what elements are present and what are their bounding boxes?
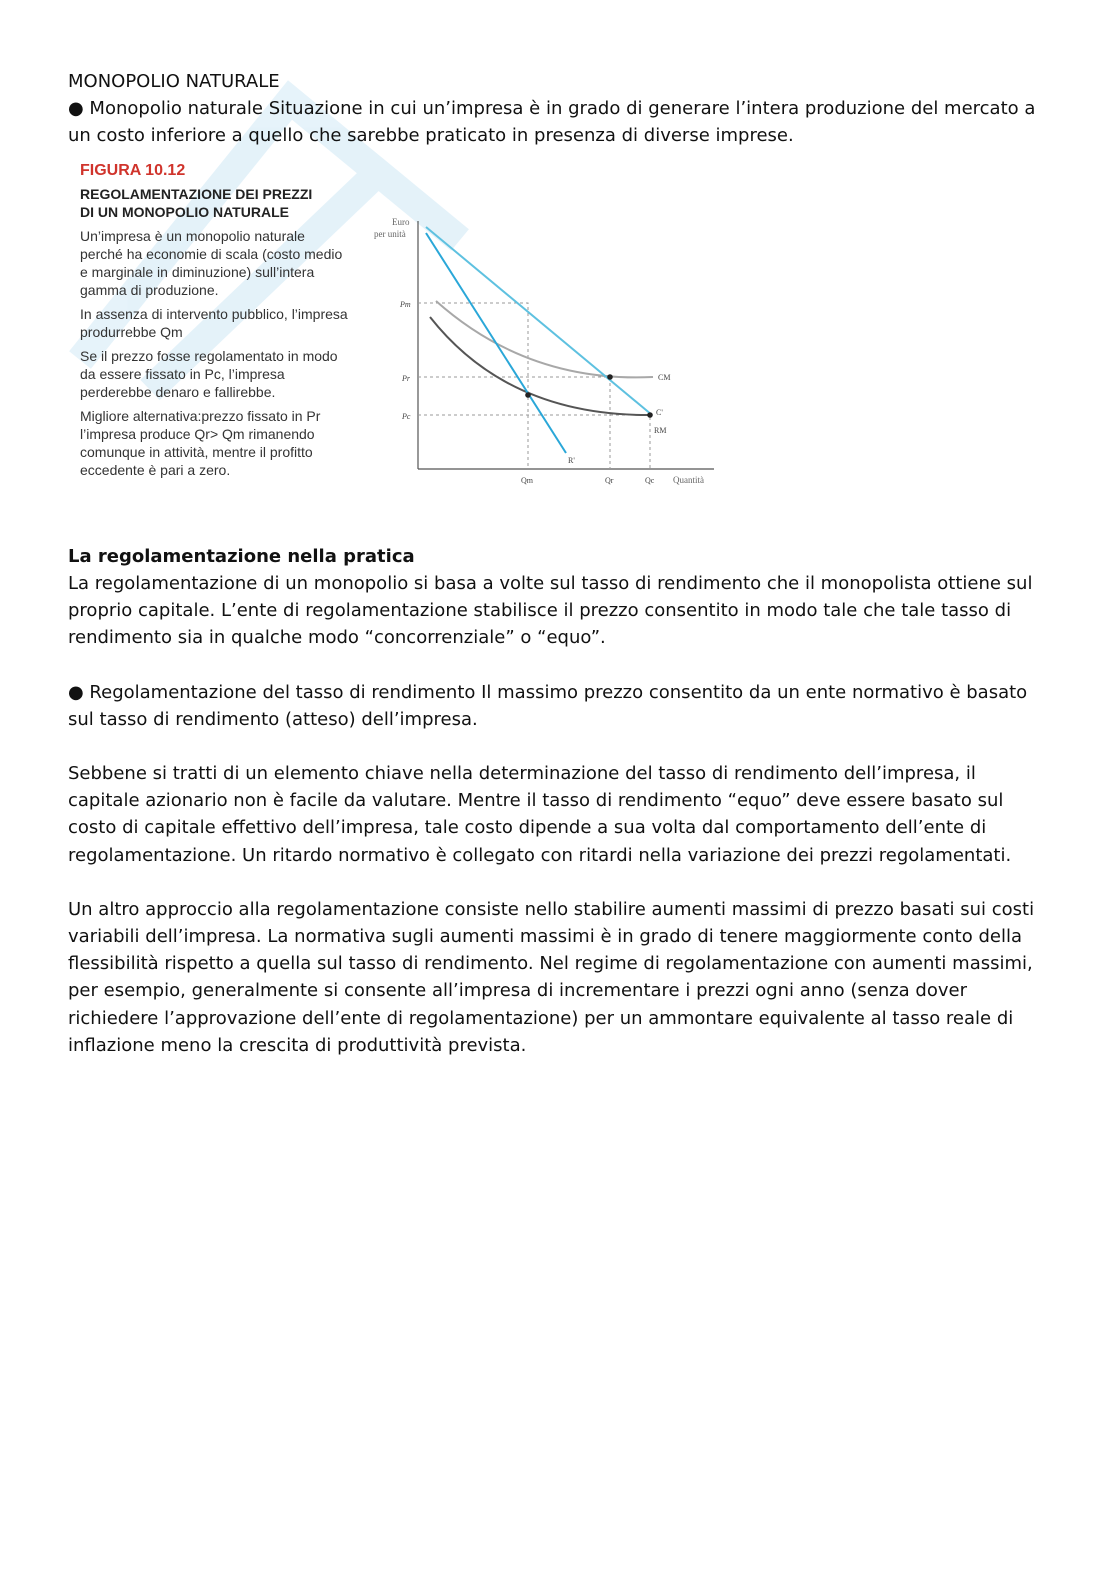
- figure-note-2: In assenza di intervento pubblico, l’impresa produrrebbe Qm: [80, 306, 348, 340]
- figure-number: FIGURA 10.12: [80, 162, 186, 179]
- y-tick-pc: Pc: [402, 412, 411, 421]
- label-marginal-cost: C': [656, 408, 663, 417]
- paragraph-2: ● Regolamentazione del tasso di rendimento Il massimo prezzo consentito da un ente normativo è basato sul tasso di rendimento (atteso) dell’impresa.: [68, 681, 1028, 730]
- paragraph-3: Sebbene si tratti di un elemento chiave nella determinazione del tasso di rendimento dell’impresa, il capitale azionario non è facile da valutare. Mentre il tasso di rendimento “equo” deve essere basato sul costo di capitale effettivo dell’impresa, tale costo dipende a sua volta dal comportamento dell’ente di regolamentazione. Un ritardo normativo è collegato con ritardi nella variazione dei prezzi regolamentati.: [68, 763, 1012, 866]
- regulation-chart: [358, 211, 718, 501]
- figure-title-line1: REGOLAMENTAZIONE DEI PREZZI: [80, 186, 313, 202]
- point-qm: [525, 392, 531, 398]
- label-demand: RM: [654, 426, 667, 435]
- document-body: [68, 68, 1048, 1059]
- y-axis-label-line1: Euro: [392, 217, 410, 227]
- paragraph-4: Un altro approccio alla regolamentazione consiste nello stabilire aumenti massimi di prezzo basati sui costi variabili dell’impresa. La normativa sugli aumenti massimi è in grado di tenere maggiormente conto della flessibilità rispetto a quella sul tasso di rendimento. Nel regime di regolamentazione con aumenti massimi, per esempio, generalmente si consente all’impresa di incrementare i prezzi ogni anno (senza dover richiedere l’approvazione dell’ente di regolamentazione) per un ammontare equivalente al tasso reale di inflazione meno la crescita di produttività prevista.: [68, 898, 1035, 1056]
- marginal-cost-curve: [430, 317, 650, 415]
- label-average-cost: CM: [658, 373, 671, 382]
- label-marginal-revenue: R': [568, 456, 575, 465]
- subheading: La regolamentazione nella pratica: [68, 546, 415, 567]
- y-tick-pr: Pr: [402, 374, 410, 383]
- point-pr-qr: [607, 374, 613, 380]
- definition-bullet: ● Monopolio naturale Situazione in cui un’impresa è in grado di generare l’intera produzione del mercato a un costo inferiore a quello che sarebbe praticato in presenza di diverse imprese.: [68, 98, 1036, 146]
- figure-10-12: [68, 161, 718, 511]
- point-pc-qc: [647, 412, 653, 418]
- paragraph-1: La regolamentazione di un monopolio si basa a volte sul tasso di rendimento che il monopolista ottiene sul proprio capitale. L’ente di regolamentazione stabilisce il prezzo consentito in modo tale che tale tasso di rendimento sia in qualche modo “concorrenziale” o “equo”.: [68, 573, 1033, 649]
- pr-guide: [418, 377, 610, 469]
- figure-caption: [80, 161, 350, 479]
- x-axis-label: Quantità: [673, 475, 704, 485]
- figure-note-1: Un’impresa è un monopolio naturale perché ha economie di scala (costo medio e marginale in diminuzione) sull’intera gamma di produzione.: [80, 228, 343, 298]
- y-tick-pm: Pm: [400, 300, 411, 309]
- average-cost-curve: [436, 301, 653, 377]
- y-axis-label-line2: per unità: [374, 229, 406, 239]
- section-title: MONOPOLIO NATURALE: [68, 71, 280, 92]
- marginal-revenue-curve: [426, 233, 566, 453]
- x-tick-qc: Qc: [645, 476, 655, 485]
- pc-guide: [418, 415, 650, 469]
- figure-note-3: Se il prezzo fosse regolamentato in modo da essere fissato in Pc, l’impresa perderebbe denaro e fallirebbe.: [80, 348, 338, 400]
- x-tick-qr: Qr: [605, 476, 614, 485]
- figure-title-line2: DI UN MONOPOLIO NATURALE: [80, 204, 289, 220]
- figure-note-4: Migliore alternativa:prezzo fissato in Pr l’impresa produce Qr> Qm rimanendo comunque in attività, mentre il profitto eccedente è pari a zero.: [80, 408, 321, 478]
- x-tick-qm: Qm: [521, 476, 533, 485]
